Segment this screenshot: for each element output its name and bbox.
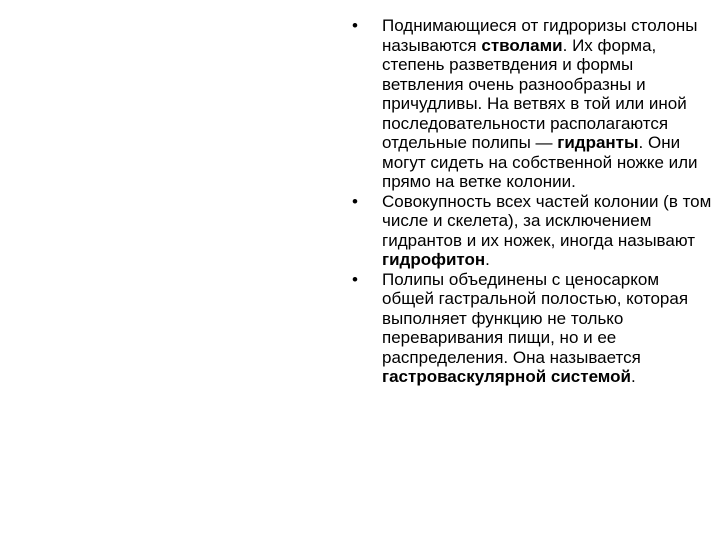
bullet-text [382, 192, 711, 270]
bullet-item-gastrovascular [352, 270, 714, 387]
text-run: Полипы объединены с ценосарком общей гастральной полостью, которая выполняет функцию не только переваривания пищи, но и ее распределения. Она называется [382, 269, 689, 367]
bullet-list [352, 16, 714, 387]
term-hydrophyton: гидрофитон [382, 250, 486, 269]
term-stems: стволами [481, 35, 563, 55]
bullet-icon: • [352, 16, 358, 35]
bullet-item-hydrophyton [352, 192, 714, 270]
bullet-text [382, 16, 698, 191]
bullet-icon: • [352, 269, 358, 289]
bullet-item-stems [352, 16, 714, 192]
text-run: . Их форма, степень разветвдения и формы ветвления очень разнообразны и причудливы. На ветвях в той или иной последовательности располагаются отдельные полипы — [382, 35, 687, 152]
term-hydrants: гидранты [557, 133, 639, 152]
term-gastrovascular-system: гастроваскулярной системой [382, 367, 631, 386]
text-run: . [631, 367, 636, 386]
text-run: . Они могут сидеть на собственной ножке или прямо на ветке колонии. [382, 133, 698, 191]
text-run: Поднимающиеся от гидроризы столоны называются [382, 16, 698, 55]
text-run: Совокупность всех частей колонии (в том числе и скелета), за исключением гидрантов и их ножек, иногда называют [382, 191, 712, 250]
text-run: . [485, 250, 490, 269]
bullet-text [382, 270, 688, 387]
bullet-icon: • [352, 191, 358, 211]
